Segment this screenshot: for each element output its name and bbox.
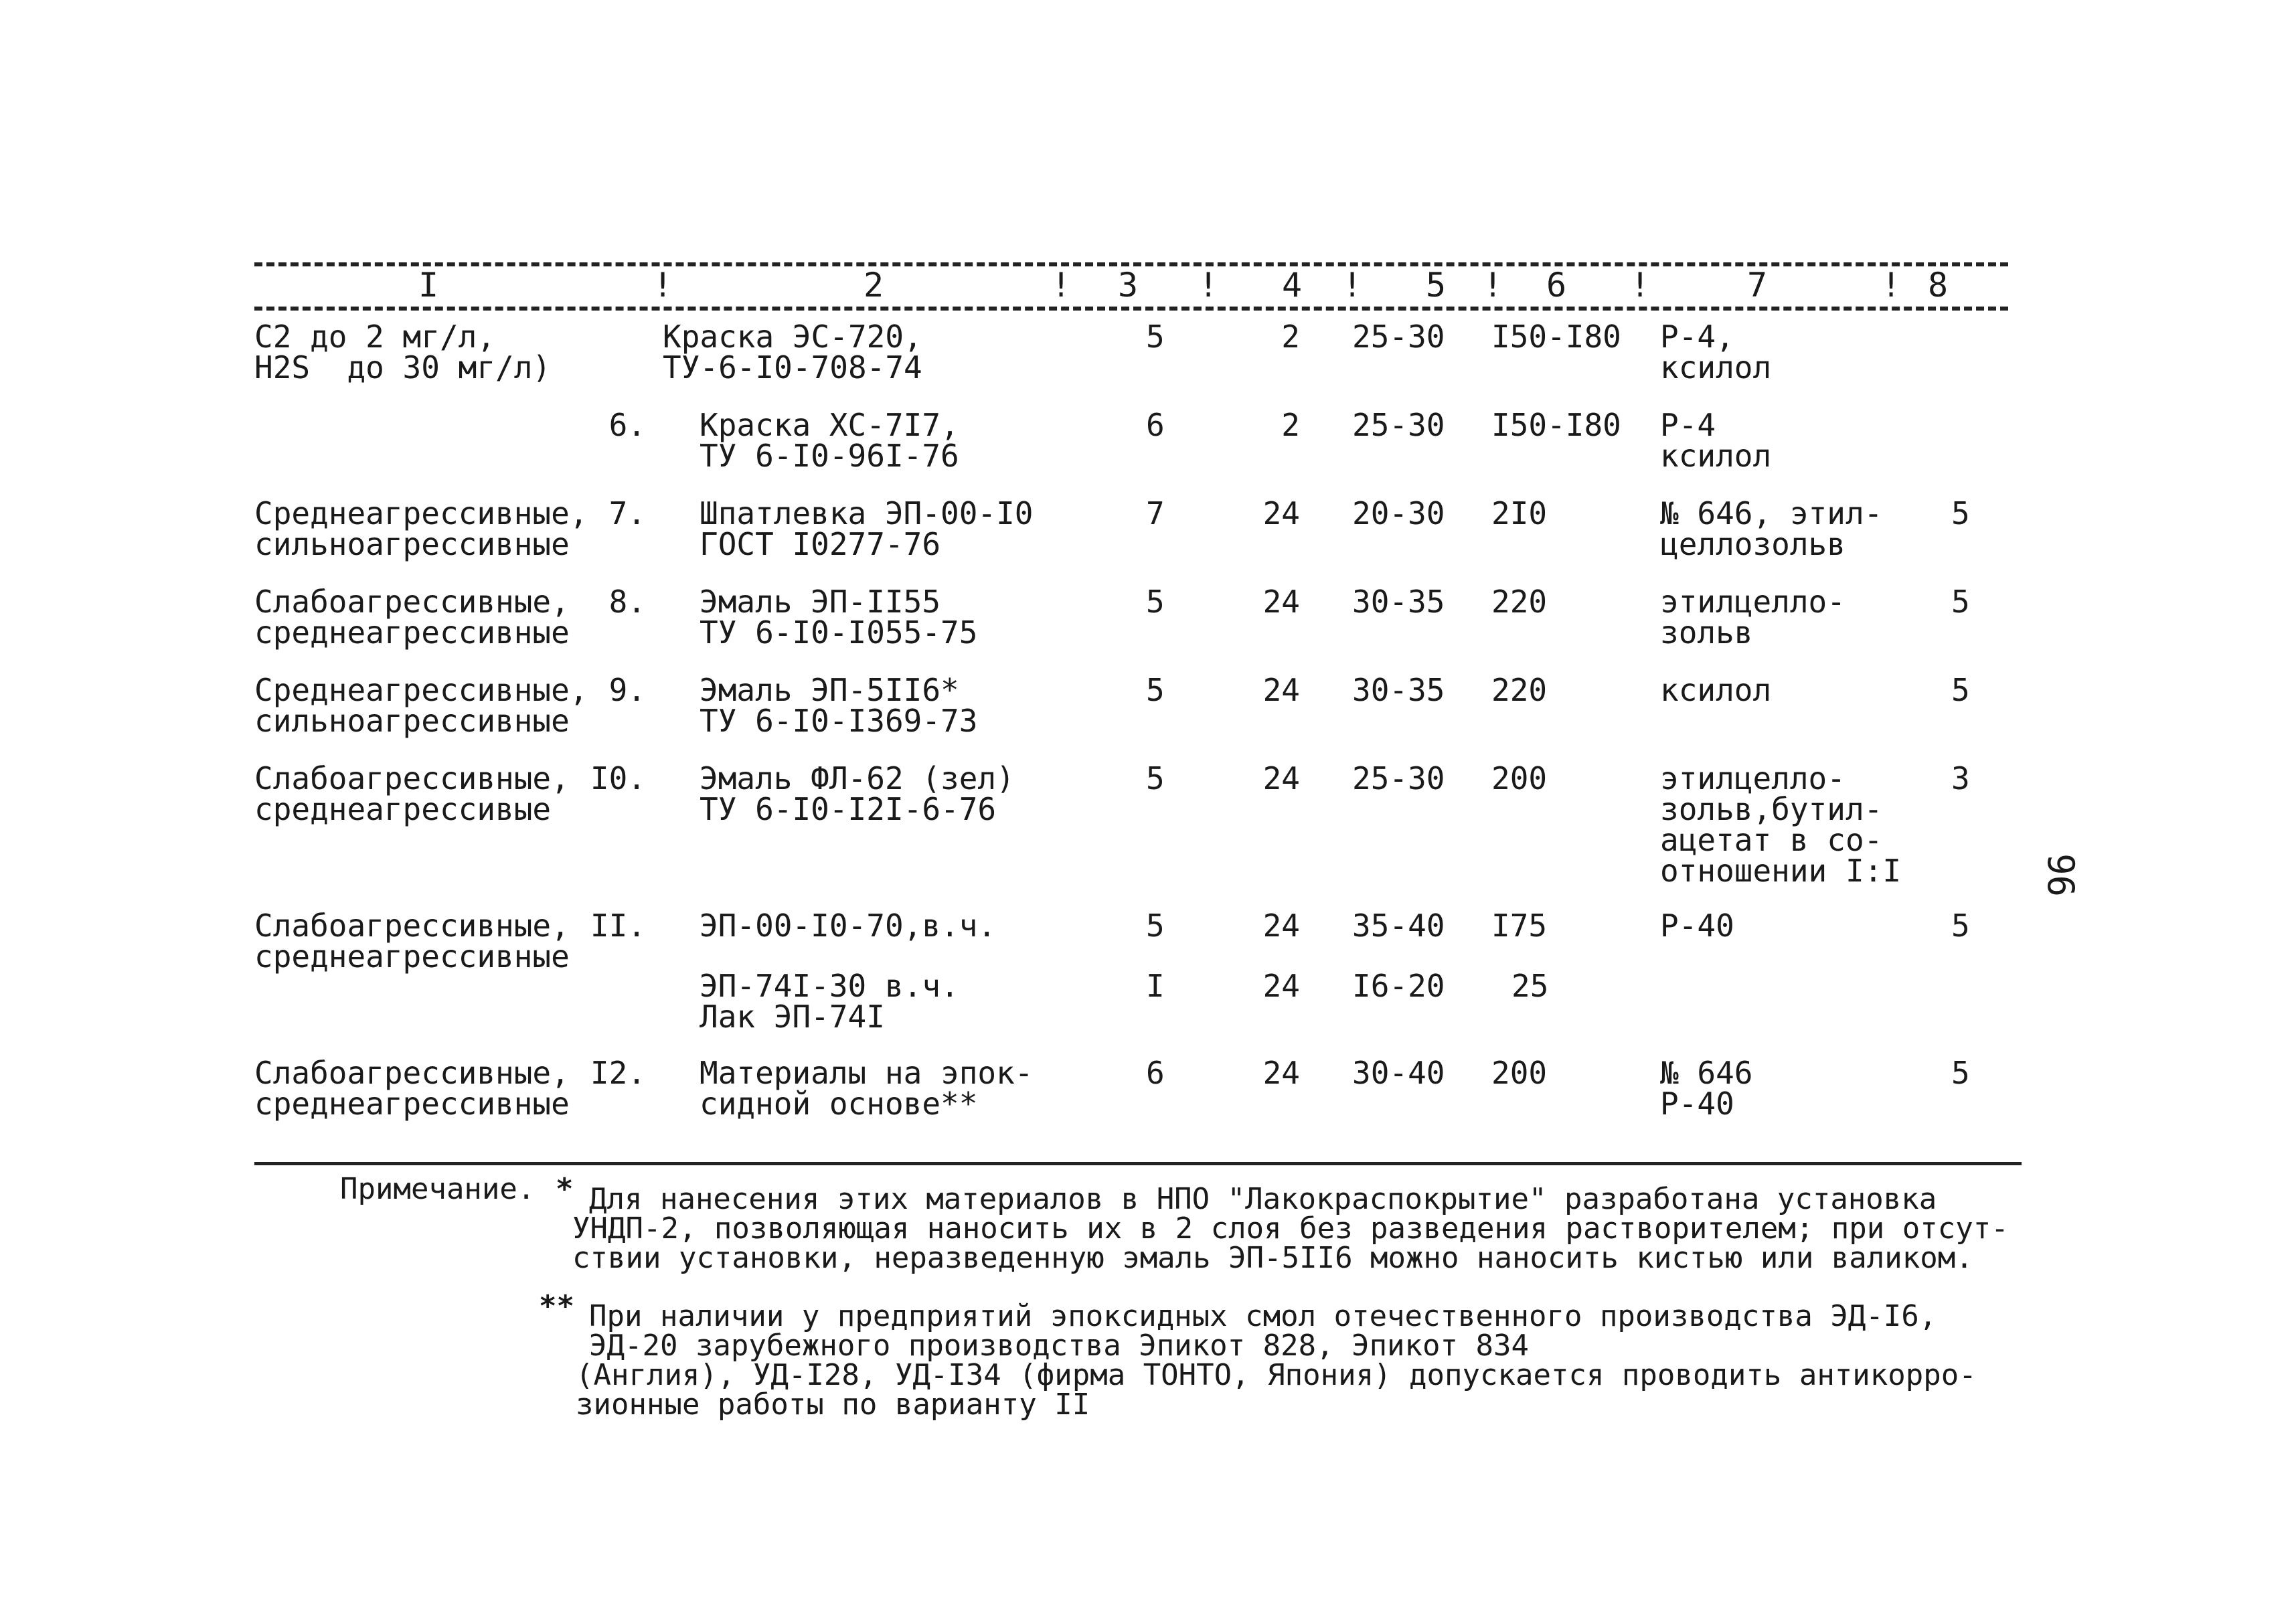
header-separator: ! — [1630, 266, 1651, 305]
header-separator: ! — [1198, 266, 1219, 305]
cell-item-number: 9. — [608, 672, 646, 708]
cell-col-6: 2I0 — [1491, 495, 1548, 531]
cell-col-8: 5 — [1951, 1055, 1970, 1091]
cell-col-4: 24 — [1262, 908, 1300, 944]
cell-solvent: зольв,бутил- — [1660, 791, 1883, 827]
cell-col-3: I — [1146, 968, 1165, 1004]
cell-col-8: 5 — [1951, 495, 1970, 531]
cell-col-3: 7 — [1146, 495, 1165, 531]
cell-col-5: 30-35 — [1352, 584, 1445, 620]
cell-solvent: ксилол — [1660, 349, 1772, 386]
cell-material: сидной основе** — [700, 1086, 978, 1122]
cell-material: ТУ-6-I0-708-74 — [663, 349, 922, 386]
cell-solvent: этилцелло- — [1660, 584, 1846, 620]
cell-solvent: № 646 — [1660, 1055, 1753, 1091]
cell-environment: Слабоагрессивные, — [254, 908, 570, 944]
cell-col-4: 24 — [1262, 495, 1300, 531]
cell-environment: Слабоагрессивные, — [254, 760, 570, 796]
header-separator: ! — [1342, 266, 1363, 305]
cell-solvent: Р-4, — [1660, 319, 1734, 355]
cell-material: Эмаль ЭП-5II6* — [700, 672, 959, 708]
header-col-2: 2 — [864, 266, 884, 305]
cell-col-8: 5 — [1951, 584, 1970, 620]
cell-col-3: 5 — [1146, 672, 1165, 708]
cell-solvent: Р-4 — [1660, 407, 1716, 443]
cell-material: ЭП-00-I0-70,в.ч. — [700, 908, 997, 944]
cell-material: Эмаль ФЛ-62 (зел) — [700, 760, 1015, 796]
cell-environment: Среднеагрессивные, — [254, 495, 588, 531]
cell-col-3: 5 — [1146, 584, 1165, 620]
cell-col-6: 220 — [1491, 672, 1548, 708]
cell-environment: сильноагрессивные — [254, 526, 570, 562]
footnote-2-line-2: ЭД-20 зарубежного производства Эпикот 828, Эпикот 834 — [589, 1329, 1529, 1363]
cell-solvent: отношении I:I — [1660, 853, 1902, 889]
header-separator: ! — [1881, 266, 1902, 305]
cell-solvent: этилцелло- — [1660, 760, 1846, 796]
cell-col-3: 6 — [1146, 1055, 1165, 1091]
cell-environment: Слабоагрессивные, — [254, 584, 570, 620]
cell-col-8: 3 — [1951, 760, 1970, 796]
cell-environment: Среднеагрессивные, — [254, 672, 588, 708]
cell-col-8: 5 — [1951, 672, 1970, 708]
cell-solvent: № 646, этил- — [1660, 495, 1883, 531]
header-col-6: 6 — [1546, 266, 1567, 305]
cell-item-number: 6. — [608, 407, 646, 443]
header-bottom-dashed-rule — [254, 307, 2008, 311]
cell-item-number: II. — [590, 908, 646, 944]
cell-col-3: 5 — [1146, 760, 1165, 796]
cell-col-4: 24 — [1262, 584, 1300, 620]
cell-solvent: Р-40 — [1660, 908, 1734, 944]
cell-col-4: 2 — [1281, 407, 1300, 443]
cell-col-6: I50-I80 — [1491, 407, 1621, 443]
cell-material: Краска ЭС-720, — [663, 319, 922, 355]
cell-solvent: Р-40 — [1660, 1086, 1734, 1122]
cell-environment: С2 до 2 мг/л, — [254, 319, 496, 355]
header-separator: ! — [1483, 266, 1503, 305]
cell-item-number: I0. — [590, 760, 646, 796]
cell-material: ТУ 6-I0-I2I-6-76 — [700, 791, 997, 827]
cell-col-6: I75 — [1491, 908, 1548, 944]
cell-col-6: I50-I80 — [1491, 319, 1621, 355]
cell-environment: Слабоагрессивные, — [254, 1055, 570, 1091]
header-col-1: I — [418, 266, 439, 305]
cell-col-4: 24 — [1262, 1055, 1300, 1091]
cell-material: ТУ 6-I0-96I-76 — [700, 438, 959, 474]
cell-material: ТУ 6-I0-I055-75 — [700, 614, 978, 651]
cell-solvent: ацетат в со- — [1660, 822, 1883, 858]
cell-col-3: 6 — [1146, 407, 1165, 443]
footnote-1-line-2: УНДП-2, позволяющая наносить их в 2 слоя без разведения растворителем; при отсут- — [572, 1211, 2009, 1246]
footnote-mark-1: * — [556, 1172, 574, 1206]
cell-material: Шпатлевка ЭП-00-I0 — [700, 495, 1034, 531]
cell-item-number: 7. — [608, 495, 646, 531]
cell-environment: сильноагрессивные — [254, 703, 570, 739]
cell-col-6: 200 — [1491, 760, 1548, 796]
cell-environment: Н2S до 30 мг/л) — [254, 349, 552, 386]
footnote-2-line-1: При наличии у предприятий эпоксидных смол отечественного производства ЭД-I6, — [589, 1299, 1937, 1333]
cell-col-4: 2 — [1281, 319, 1300, 355]
cell-col-5: 25-30 — [1352, 319, 1445, 355]
cell-environment: среднеагрессивные — [254, 614, 570, 651]
cell-solvent: целлозольв — [1660, 526, 1846, 562]
cell-solvent: ксилол — [1660, 438, 1772, 474]
cell-col-6: 200 — [1491, 1055, 1548, 1091]
footnote-2-line-3: (Англия), УД-I28, УД-I34 (фирма ТОНТО, Япония) допускается проводить антикорро- — [576, 1358, 1977, 1392]
cell-col-3: 5 — [1146, 319, 1165, 355]
cell-col-6: 220 — [1491, 584, 1548, 620]
header-separator: ! — [653, 266, 673, 305]
header-col-5: 5 — [1426, 266, 1447, 305]
cell-material: ТУ 6-I0-I369-73 — [700, 703, 978, 739]
footnote-1-line-3: ствии установки, неразведенную эмаль ЭП-5II6 можно наносить кистью или валиком. — [572, 1241, 1973, 1275]
cell-col-5: 35-40 — [1352, 908, 1445, 944]
cell-material: Лак ЭП-74I — [700, 999, 885, 1035]
page-number: 96 — [2040, 853, 2082, 898]
cell-item-number: 8. — [608, 584, 646, 620]
cell-col-5: 20-30 — [1352, 495, 1445, 531]
cell-col-5: I6-20 — [1352, 968, 1445, 1004]
cell-col-6: 25 — [1511, 968, 1549, 1004]
header-col-8: 8 — [1928, 266, 1949, 305]
cell-material: Материалы на эпок- — [700, 1055, 1034, 1091]
cell-material: ГОСТ I0277-76 — [700, 526, 941, 562]
cell-col-5: 25-30 — [1352, 407, 1445, 443]
cell-col-4: 24 — [1262, 968, 1300, 1004]
cell-environment: среднеагрессивные — [254, 938, 570, 975]
header-col-4: 4 — [1282, 266, 1303, 305]
header-separator: ! — [1051, 266, 1072, 305]
cell-col-5: 30-40 — [1352, 1055, 1445, 1091]
cell-col-3: 5 — [1146, 908, 1165, 944]
cell-col-5: 30-35 — [1352, 672, 1445, 708]
cell-environment: среднеагрессивые — [254, 791, 552, 827]
footnote-1-line-1: Для нанесения этих материалов в НПО "Лакокраспокрытие" разработана установка — [589, 1182, 1937, 1216]
footnote-mark-2: ** — [539, 1289, 574, 1323]
notes-label: Примечание. — [340, 1172, 536, 1206]
cell-material: ЭП-74I-30 в.ч. — [700, 968, 959, 1004]
header-col-7: 7 — [1747, 266, 1768, 305]
footnote-2-line-4: зионные работы по варианту II — [576, 1387, 1090, 1422]
cell-col-4: 24 — [1262, 672, 1300, 708]
cell-material: Эмаль ЭП-II55 — [700, 584, 941, 620]
cell-col-8: 5 — [1951, 908, 1970, 944]
cell-material: Краска ХС-7I7, — [700, 407, 959, 443]
footnote-rule — [254, 1162, 2022, 1165]
cell-solvent: зольв — [1660, 614, 1753, 651]
cell-item-number: I2. — [590, 1055, 646, 1091]
cell-col-5: 25-30 — [1352, 760, 1445, 796]
header-col-3: 3 — [1118, 266, 1139, 305]
cell-solvent: ксилол — [1660, 672, 1772, 708]
cell-col-4: 24 — [1262, 760, 1300, 796]
cell-environment: среднеагрессивные — [254, 1086, 570, 1122]
